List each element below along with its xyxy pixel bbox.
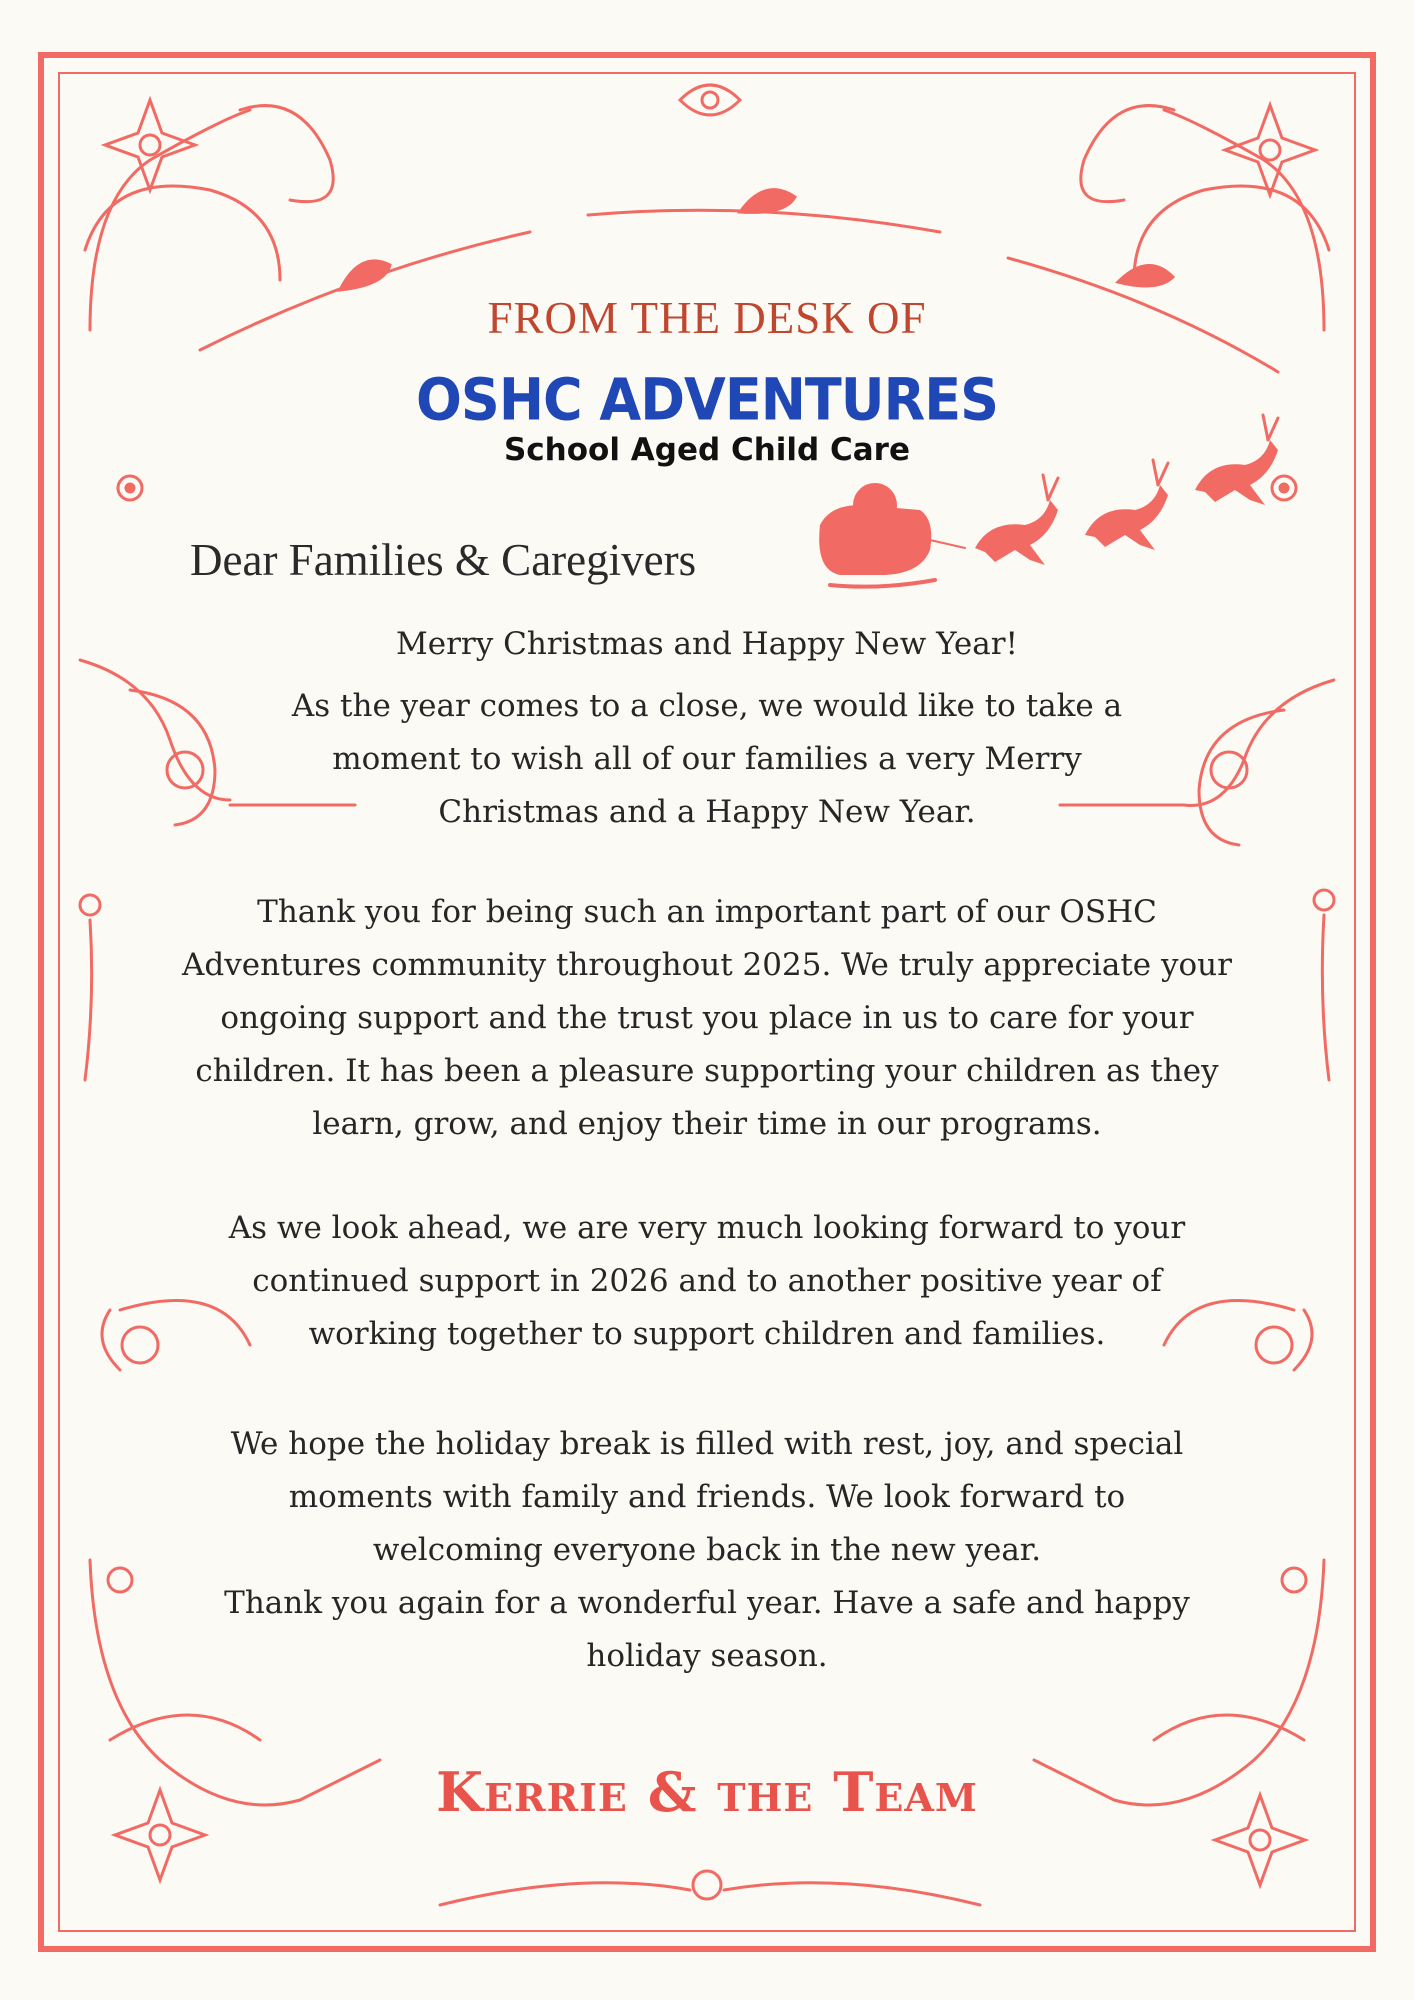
paragraph-closing-year: As the year comes to a close, we would like to take a moment to wish all of our families a very Merry Christmas and a Happy New Year. <box>291 688 1123 830</box>
org-logo-name: OSHC ADVENTURES <box>416 365 998 434</box>
paragraph-look-ahead: As we look ahead, we are very much looking forward to your continued support in 2026 and to another positive year of working together to support children and families. <box>228 1210 1186 1352</box>
salutation: Dear Families & Caregivers <box>190 535 697 585</box>
signature: Kerrie & the Team <box>436 1760 978 1824</box>
from-the-desk-heading: FROM THE DESK OF <box>487 293 927 343</box>
paragraph-thank-you: Thank you for being such an important part of our OSHC Adventures community throughout 2025. We truly appreciate your ongoing support and the trust you place in us to care for your children. It has been a pleasure supporting your children as they learn, grow, and enjoy their time in our programs. <box>182 894 1232 1142</box>
paragraph-closing-thanks: Thank you again for a wonderful year. Have a safe and happy holiday season. <box>224 1585 1190 1674</box>
org-logo-tagline: School Aged Child Care <box>503 432 910 468</box>
paragraph-holiday-wishes: We hope the holiday break is filled with rest, joy, and special moments with family and friends. We look forward to welcoming everyone back in the new year. <box>230 1426 1184 1568</box>
greeting-line: Merry Christmas and Happy New Year! <box>396 626 1018 662</box>
